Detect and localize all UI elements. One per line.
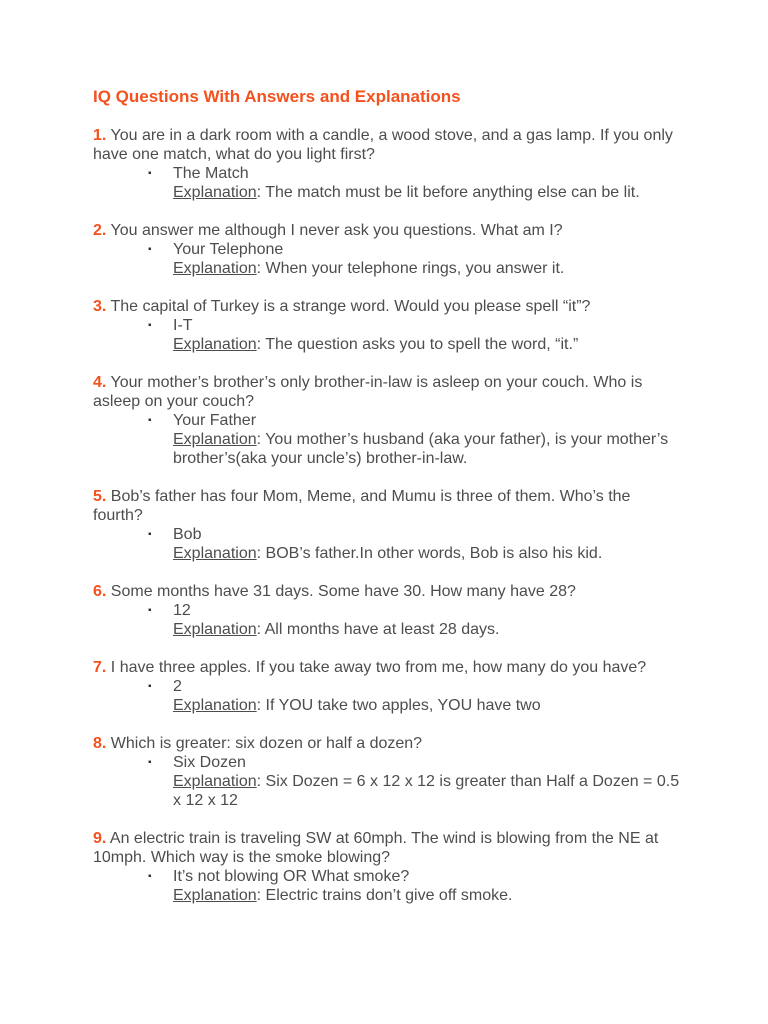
question-body: Your mother’s brother’s only brother-in-law is asleep on your couch. Who is asleep on your couch? <box>93 374 643 410</box>
explanation-label: Explanation <box>173 336 257 353</box>
question-body: You are in a dark room with a candle, a wood stove, and a gas lamp. If you only have one match, what do you light first? <box>93 127 673 163</box>
question-text <box>93 373 683 411</box>
bullet-icon: ▪ <box>148 168 152 179</box>
explanation-text <box>173 620 683 639</box>
question-number: 1. <box>93 127 107 144</box>
explanation-label: Explanation <box>173 545 257 562</box>
question-number: 7. <box>93 659 107 676</box>
answer-block <box>93 753 683 810</box>
answer-block <box>93 164 683 202</box>
explanation-label: Explanation <box>173 431 257 448</box>
explanation-body: : BOB’s father.In other words, Bob is also his kid. <box>256 545 603 562</box>
question-body: You answer me although I never ask you questions. What am I? <box>110 222 563 239</box>
explanation-text <box>173 183 683 202</box>
qa-item <box>93 221 683 278</box>
explanation-text <box>173 886 683 905</box>
explanation-label: Explanation <box>173 260 257 277</box>
question-body: An electric train is traveling SW at 60mph. The wind is blowing from the NE at 10mph. Which way is the smoke blowing? <box>93 830 659 866</box>
question-number: 9. <box>93 830 107 847</box>
explanation-text <box>173 772 683 810</box>
explanation-body: : The question asks you to spell the word, “it.” <box>256 336 579 353</box>
answer-text: 12 <box>173 602 191 619</box>
bullet-icon: ▪ <box>148 757 152 768</box>
answer-text: I-T <box>173 317 193 334</box>
explanation-label: Explanation <box>173 887 257 904</box>
document-title: IQ Questions With Answers and Explanations <box>93 87 461 106</box>
question-body: Some months have 31 days. Some have 30. How many have 28? <box>110 583 576 600</box>
question-text <box>93 734 683 753</box>
explanation-label: Explanation <box>173 621 257 638</box>
question-number: 8. <box>93 735 107 752</box>
qa-item <box>93 734 683 810</box>
explanation-text <box>173 430 683 468</box>
question-text <box>93 658 683 677</box>
answer-block <box>93 677 683 715</box>
answer-text: Six Dozen <box>173 754 246 771</box>
question-number: 5. <box>93 488 107 505</box>
question-text <box>93 582 683 601</box>
question-text <box>93 829 683 867</box>
qa-item <box>93 126 683 202</box>
question-body: I have three apples. If you take away two from me, how many do you have? <box>110 659 647 676</box>
bullet-icon: ▪ <box>148 320 152 331</box>
answer-text: Bob <box>173 526 202 543</box>
explanation-body: : When your telephone rings, you answer it. <box>256 260 565 277</box>
answer-text: Your Telephone <box>173 241 284 258</box>
qa-item <box>93 582 683 639</box>
bullet-icon: ▪ <box>148 415 152 426</box>
answer-text: Your Father <box>173 412 257 429</box>
explanation-body: : If YOU take two apples, YOU have two <box>256 697 541 714</box>
bullet-icon: ▪ <box>148 605 152 616</box>
bullet-icon: ▪ <box>148 244 152 255</box>
question-body: The capital of Turkey is a strange word. Would you please spell “it”? <box>110 298 591 315</box>
explanation-label: Explanation <box>173 773 257 790</box>
question-number: 6. <box>93 583 107 600</box>
qa-item <box>93 373 683 468</box>
qa-item <box>93 829 683 905</box>
answer-block <box>93 411 683 468</box>
answer-text: It’s not blowing OR What smoke? <box>173 868 410 885</box>
qa-item <box>93 487 683 563</box>
explanation-body: : Six Dozen = 6 x 12 x 12 is greater than Half a Dozen = 0.5 x 12 x 12 <box>173 773 680 809</box>
question-number: 2. <box>93 222 107 239</box>
question-text <box>93 297 683 316</box>
explanation-body: : You mother’s husband (aka your father), is your mother’s brother’s(aka your uncle’s) brother-in-law. <box>173 431 669 467</box>
answer-text: The Match <box>173 165 249 182</box>
answer-text: 2 <box>173 678 182 695</box>
explanation-label: Explanation <box>173 697 257 714</box>
answer-block <box>93 525 683 563</box>
qa-item <box>93 297 683 354</box>
question-body: Which is greater: six dozen or half a dozen? <box>110 735 423 752</box>
explanation-text <box>173 544 683 563</box>
explanation-body: : All months have at least 28 days. <box>256 621 500 638</box>
bullet-icon: ▪ <box>148 871 152 882</box>
document-page <box>93 86 683 924</box>
explanation-text <box>173 696 683 715</box>
question-text <box>93 487 683 525</box>
answer-block <box>93 240 683 278</box>
question-text <box>93 221 683 240</box>
explanation-text <box>173 259 683 278</box>
question-text <box>93 126 683 164</box>
question-number: 4. <box>93 374 107 391</box>
explanation-body: : The match must be lit before anything else can be lit. <box>256 184 640 201</box>
qa-item <box>93 658 683 715</box>
bullet-icon: ▪ <box>148 529 152 540</box>
bullet-icon: ▪ <box>148 681 152 692</box>
explanation-text <box>173 335 683 354</box>
explanation-label: Explanation <box>173 184 257 201</box>
explanation-body: : Electric trains don’t give off smoke. <box>256 887 513 904</box>
question-body: Bob’s father has four Mom, Meme, and Mumu is three of them. Who’s the fourth? <box>93 488 631 524</box>
question-number: 3. <box>93 298 107 315</box>
answer-block <box>93 867 683 905</box>
answer-block <box>93 316 683 354</box>
answer-block <box>93 601 683 639</box>
